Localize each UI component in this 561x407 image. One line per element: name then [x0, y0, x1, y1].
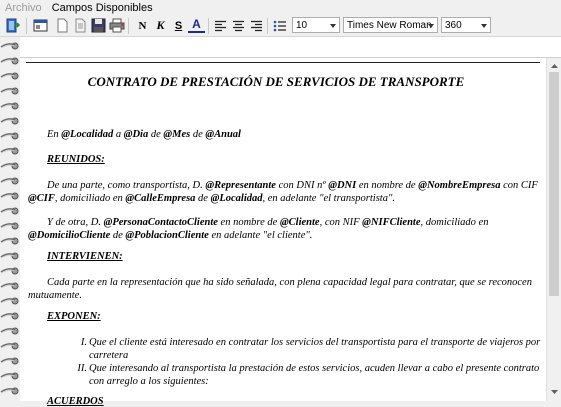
spiral-ring [0, 161, 20, 169]
scrollbar-thumb[interactable] [549, 72, 559, 296]
chevron-down-icon [481, 24, 487, 28]
align-right-icon[interactable] [248, 17, 265, 34]
font-size-select[interactable] [292, 17, 340, 33]
spiral-ring [0, 371, 20, 379]
align-center-icon[interactable] [230, 17, 247, 34]
page-top-border [26, 62, 540, 63]
toolbar-separator [128, 18, 129, 34]
open-icon[interactable] [72, 17, 89, 34]
list-item-1-line2: carretera [89, 350, 129, 361]
bold-button[interactable]: N [138, 19, 147, 32]
spiral-ring [0, 71, 20, 79]
spiral-ring [0, 131, 20, 139]
spiral-ring [0, 116, 20, 124]
preview-icon[interactable] [32, 17, 49, 34]
menu-campos-disponibles[interactable]: Campos Disponibles [51, 2, 153, 14]
spiral-binding [0, 37, 20, 401]
toolbar [0, 16, 561, 37]
field-mes: @Mes [163, 129, 191, 140]
paragraph-capacidad-line1: Cada parte en la representación que ha sido señalada, con plena capacidad legal para contratar, que se reconocen [47, 277, 532, 288]
font-size-value: 10 [296, 20, 308, 31]
vertical-scrollbar[interactable] [546, 58, 561, 401]
spiral-ring [0, 101, 20, 109]
chevron-down-icon [428, 24, 434, 28]
spiral-ring [0, 86, 20, 94]
heading-exponen: EXPONEN: [47, 311, 101, 322]
spiral-ring [0, 206, 20, 214]
chevron-down-icon [330, 24, 336, 28]
toolbar-separator [267, 18, 268, 34]
font-color-button[interactable]: A [188, 17, 205, 33]
document-title: CONTRATO DE PRESTACIÓN DE SERVICIOS DE TRANSPORTE [87, 74, 465, 89]
paragraph-transportista: De una parte, como transportista, D. @Representante con DNI nº @DNI en nombre de @NombreEmpresa con CIF @CIF, domiciliado en @CalleEmpresa de @Localidad, en adelante "el transportista". [28, 180, 538, 204]
paragraph-cliente: Y de otra, D. @PersonaContactoCliente en nombre de @Cliente, con NIF @NIFCliente, domiciliado en @DomicilioCliente de @PoblacionCliente en adelante "el cliente". [28, 217, 489, 241]
spiral-ring [0, 251, 20, 259]
scroll-down-icon[interactable] [547, 385, 561, 399]
exit-icon[interactable] [4, 17, 21, 34]
spiral-ring [0, 236, 20, 244]
list-item-1-line1: Que el cliente está interesado en contratar los servicios del transportista para el transporte de viajeros por [89, 337, 541, 348]
bullet-list-icon[interactable] [271, 17, 288, 34]
spiral-ring [0, 56, 20, 64]
list-number: I. [80, 337, 87, 348]
heading-reunidos: REUNIDOS: [47, 154, 105, 165]
field-anual: @Anual [205, 129, 241, 140]
spiral-ring [0, 326, 20, 334]
list-item-2-line2: con arreglo a los siguientes: [89, 376, 209, 387]
toolbar-separator [26, 18, 27, 34]
heading-intervienen: INTERVIENEN: [47, 251, 123, 262]
field-localidad: @Localidad [61, 129, 114, 140]
heading-acuerdos: ACUERDOS [47, 396, 104, 407]
font-name-select[interactable] [343, 17, 438, 33]
scroll-up-icon[interactable] [547, 58, 561, 72]
spiral-ring [0, 191, 20, 199]
spiral-ring [0, 311, 20, 319]
font-name-value: Times New Roman [347, 20, 432, 31]
spiral-ring [0, 41, 20, 49]
spiral-ring [0, 221, 20, 229]
menu-bar [0, 0, 561, 16]
spiral-ring [0, 296, 20, 304]
toolbar-separator [208, 18, 209, 34]
list-number: II. [77, 363, 87, 374]
list-item-2-line1: Que interesando al transportista la prestación de estos servicios, acuden llevar a cabo el presente contrato [89, 363, 540, 374]
print-icon[interactable] [108, 17, 125, 34]
document-page[interactable] [20, 58, 546, 407]
save-icon[interactable] [90, 17, 107, 34]
spiral-ring [0, 146, 20, 154]
menu-archivo[interactable]: Archivo [5, 2, 42, 14]
new-document-icon[interactable] [54, 17, 71, 34]
zoom-select[interactable] [441, 17, 491, 33]
underline-button[interactable]: S [174, 19, 183, 32]
spiral-ring [0, 356, 20, 364]
zoom-value: 360 [445, 20, 462, 31]
spiral-ring [0, 341, 20, 349]
ruler [20, 37, 561, 58]
spiral-ring [0, 386, 20, 394]
paragraph-capacidad-line2: mutuamente. [28, 290, 82, 301]
field-dia: @Dia [123, 129, 149, 140]
spiral-ring [0, 176, 20, 184]
date-line: En @Localidad a @Dia de @Mes de @Anual [47, 129, 241, 140]
spiral-ring [0, 266, 20, 274]
spiral-ring [0, 281, 20, 289]
italic-button[interactable]: K [156, 18, 165, 32]
align-left-icon[interactable] [212, 17, 229, 34]
